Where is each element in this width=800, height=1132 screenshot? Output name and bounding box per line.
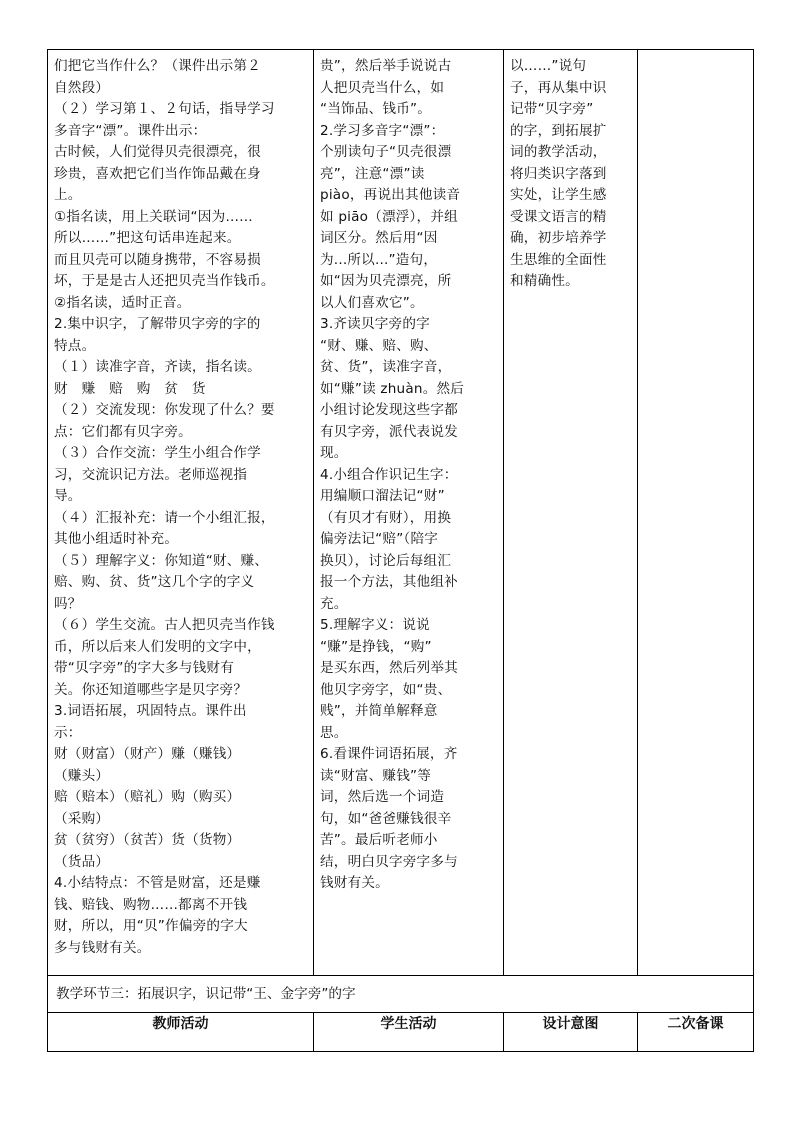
teacher-text-line: 币，所以后来人们发明的文字中， xyxy=(54,638,261,655)
student-text-line: 4.小组合作识记生字： xyxy=(320,466,458,483)
teacher-text-line: （赚头） xyxy=(54,767,110,784)
teacher-text-line: 3.词语拓展，巩固特点。课件出 xyxy=(54,703,247,719)
header-student-cell xyxy=(314,1013,504,1052)
section-row xyxy=(48,976,754,1013)
student-text-line: 6.看课件词语拓展，齐 xyxy=(320,746,458,762)
header-teacher: 教师活动 xyxy=(152,1016,209,1032)
student-text-line: 为...所以...”造句， xyxy=(320,251,438,268)
header-second: 二次备课 xyxy=(667,1016,724,1032)
teacher-text-line: （３）合作交流：学生小组合作学 xyxy=(54,445,261,461)
teacher-text-line: 赔（赔本）（赔礼）购（购买） xyxy=(54,789,241,805)
teacher-text-line: 坏，于是是古人还把贝壳当作钱币。 xyxy=(54,273,275,289)
teacher-text-line: 珍贵，喜欢把它们当作饰品戴在身 xyxy=(54,165,261,182)
teacher-text-line: 自然段） xyxy=(54,79,110,96)
teacher-text-line: 吗？ xyxy=(54,595,82,612)
header-row xyxy=(48,1013,754,1052)
teacher-text-line: （５）理解字义：你知道“财、赚、 xyxy=(54,552,269,569)
design-intent-text xyxy=(504,50,637,297)
student-text-line: （有贝才有财），用换 xyxy=(320,509,452,526)
student-text-line: “财、赚、赔、购、 xyxy=(320,337,438,354)
student-text-line: 思。 xyxy=(320,724,348,741)
teacher-text-line: 贫（贫穷）（贫苦）货（货物） xyxy=(54,832,241,848)
teacher-text-line: 习，交流识记方法。老师巡视指 xyxy=(54,466,248,483)
teacher-text-line: （１）读准字音，齐读，指名读。 xyxy=(54,359,261,375)
student-text-line: 5.理解字义：说说 xyxy=(320,617,430,633)
teacher-text-line: 们把它当作什么？（课件出示第２ xyxy=(54,58,261,74)
student-text-line: 个别读句子“贝壳很漂 xyxy=(320,144,452,160)
student-text-line: 亮”，注意“漂”读 xyxy=(320,165,425,182)
teacher-text-line: 关。你还知道哪些字是贝字旁？ xyxy=(54,681,248,698)
student-text-line: 读“财富、赚钱”等 xyxy=(320,767,432,784)
intent-text-line: 将归类识字落到 xyxy=(510,165,607,182)
teacher-text-line: 2.集中识字，了解带贝字旁的字的 xyxy=(54,316,261,332)
student-text-line: 人把贝壳当什么，如 xyxy=(320,79,445,96)
header-student: 学生活动 xyxy=(380,1016,437,1032)
student-activity-text xyxy=(314,50,503,899)
student-text-line: 换贝），讨论后每组汇 xyxy=(320,552,452,569)
teacher-text-line: 上。 xyxy=(54,187,82,203)
intent-text-line: 记带“贝字旁” xyxy=(510,101,594,117)
header-intent: 设计意图 xyxy=(542,1016,599,1032)
student-text-line: 2.学习多音字“漂”： xyxy=(320,122,445,139)
student-text-line: 苦”。最后听老师小 xyxy=(320,832,438,848)
teacher-text-line: 赔、购、贫、货”这几个字的字义 xyxy=(54,574,255,590)
student-text-line: 充。 xyxy=(320,595,348,612)
student-text-line: 是买东西，然后列举其 xyxy=(320,660,458,676)
header-intent-cell xyxy=(504,1013,638,1052)
teacher-text-line: （采购） xyxy=(54,810,110,827)
teacher-activity-cell xyxy=(48,50,314,976)
teacher-text-line: （２）交流发现：你发现了什么？要 xyxy=(54,402,275,418)
teacher-activity-text xyxy=(48,50,313,963)
teacher-text-line: 多音字“漂”。课件出示： xyxy=(54,122,207,139)
teacher-text-line: 所以……”把这句话串连起来。 xyxy=(54,230,241,246)
teacher-text-line: 示： xyxy=(54,724,82,741)
student-text-line: 句，如“爸爸赚钱很辛 xyxy=(320,810,452,827)
intent-text-line: 词的教学活动， xyxy=(510,144,607,160)
student-text-line: 现。 xyxy=(320,445,348,461)
student-activity-cell xyxy=(314,50,504,976)
design-intent-cell xyxy=(504,50,638,976)
teacher-text-line: 而且贝壳可以随身携带，不容易损 xyxy=(54,251,261,268)
student-text-line: 有贝字旁，派代表说发 xyxy=(320,423,458,440)
student-text-line: 结，明白贝字旁字多与 xyxy=(320,853,458,870)
teacher-text-line: 特点。 xyxy=(54,337,96,354)
student-text-line: “赚”是挣钱，“购” xyxy=(320,638,432,655)
student-text-line: 如 piāo（漂浮），并组 xyxy=(320,208,458,225)
teacher-text-line: 财，所以，用“贝”作偏旁的字大 xyxy=(54,918,248,934)
teacher-text-line: 古时候，人们觉得贝壳很漂亮，很 xyxy=(54,144,261,160)
teacher-text-line: 财 赚 赔 购 贫 货 xyxy=(54,380,206,397)
student-text-line: “当饰品、钱币”。 xyxy=(320,101,432,117)
student-text-line: 如“赚”读 zhuàn。然后 xyxy=(320,380,465,397)
student-text-line: 词，然后选一个词造 xyxy=(320,789,445,805)
lesson-plan-table xyxy=(47,49,754,1052)
teacher-text-line: ②指名读，适时正音。 xyxy=(54,294,191,311)
teacher-text-line: （４）汇报补充：请一个小组汇报， xyxy=(54,509,275,526)
teacher-text-line: 4.小结特点：不管是财富，还是赚 xyxy=(54,875,261,891)
intent-text-line: 和精确性。 xyxy=(510,273,579,289)
teacher-text-line: 其他小组适时补充。 xyxy=(54,531,179,547)
teacher-text-line: 带“贝字旁”的字大多与钱财有 xyxy=(54,660,235,676)
intent-text-line: 实处，让学生感 xyxy=(510,187,607,203)
student-text-line: 他贝字旁字，如“贵、 xyxy=(320,681,452,698)
intent-text-line: 的字，到拓展扩 xyxy=(510,122,607,139)
intent-text-line: 受课文语言的精 xyxy=(510,208,607,225)
teacher-text-line: 点：它们都有贝字旁。 xyxy=(54,423,192,440)
intent-text-line: 生思维的全面性 xyxy=(510,251,607,268)
header-second-cell xyxy=(638,1013,754,1052)
student-text-line: 偏旁法记“赔”（陪字 xyxy=(320,531,439,547)
intent-text-line: 子，再从集中识 xyxy=(510,79,607,96)
student-text-line: piào，再说出其他读音 xyxy=(320,187,461,203)
teacher-text-line: 钱、赔钱、购物……都离不开钱 xyxy=(54,896,248,913)
student-text-line: 钱财有关。 xyxy=(320,875,389,891)
section-label: 教学环节三：拓展识字，识记带“王、金字旁”的字 xyxy=(56,986,356,1002)
teacher-text-line: 财（财富）（财产）赚（赚钱） xyxy=(54,746,241,762)
teacher-text-line: （２）学习第１、２句话，指导学习 xyxy=(54,101,275,117)
header-teacher-cell xyxy=(48,1013,314,1052)
teacher-text-line: （货品） xyxy=(54,853,110,870)
teacher-text-line: 多与钱财有关。 xyxy=(54,939,151,956)
teacher-text-line: （６）学生交流。古人把贝壳当作钱 xyxy=(54,617,275,633)
intent-text-line: 确，初步培养学 xyxy=(510,230,607,246)
student-text-line: 词区分。然后用“因 xyxy=(320,230,438,246)
student-text-line: 用编顺口溜法记“财” xyxy=(320,488,445,504)
student-text-line: 贫、货”，读准字音， xyxy=(320,359,452,375)
student-text-line: 如“因为贝壳漂亮，所 xyxy=(320,273,452,289)
student-text-line: 以人们喜欢它”。 xyxy=(320,294,424,311)
section-cell xyxy=(48,976,754,1013)
teacher-text-line: ①指名读，用上关联词“因为…… xyxy=(54,208,253,225)
student-text-line: 3.齐读贝字旁的字 xyxy=(320,316,430,332)
student-text-line: 贱”，并简单解释意 xyxy=(320,703,438,719)
student-text-line: 小组讨论发现这些字都 xyxy=(320,402,458,418)
student-text-line: 贵”，然后举手说说古 xyxy=(320,58,452,74)
student-text-line: 报一个方法，其他组补 xyxy=(320,574,458,590)
activity-row xyxy=(48,50,754,976)
teacher-text-line: 导。 xyxy=(54,488,82,504)
second-prep-cell xyxy=(638,50,754,976)
intent-text-line: 以……”说句 xyxy=(510,58,587,74)
